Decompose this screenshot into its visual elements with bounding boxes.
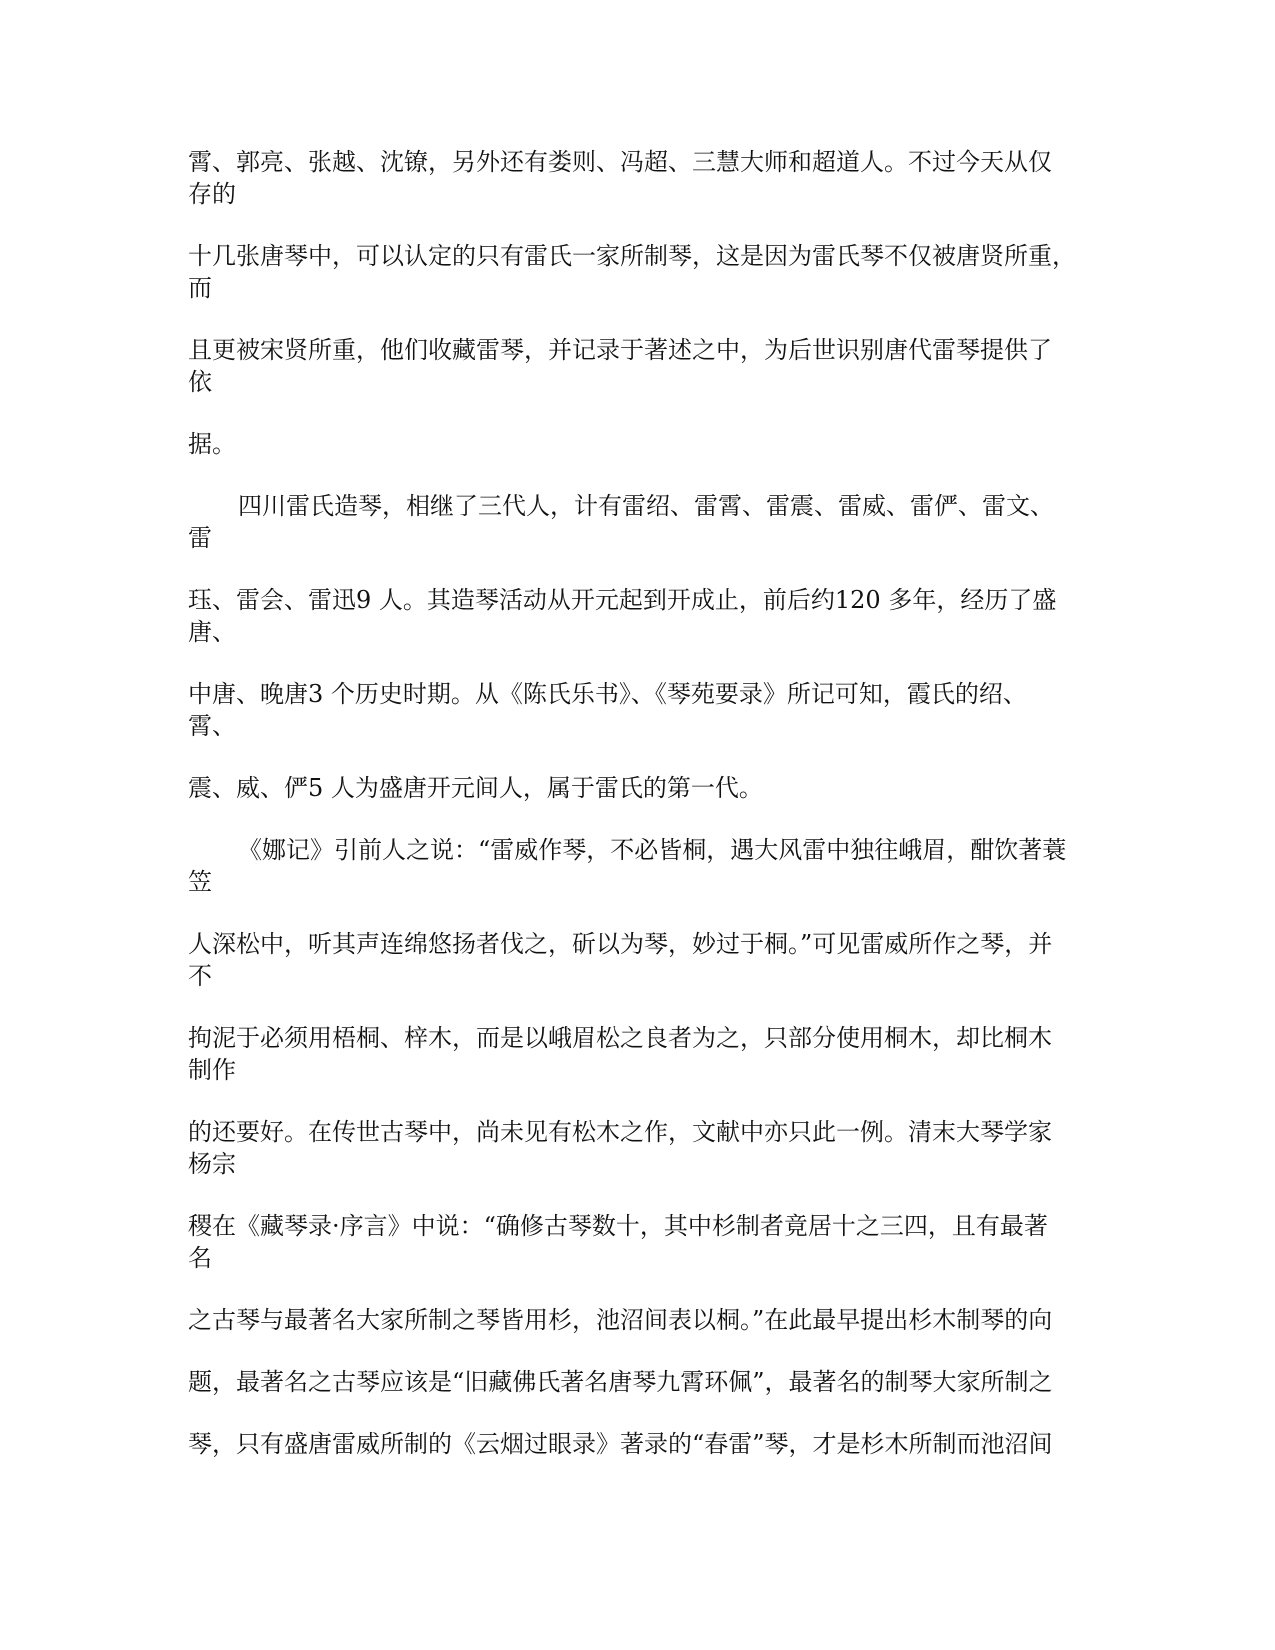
- text-line: 不: [188, 962, 212, 990]
- text-line: 中唐、晚唐3 个历史时期。从《陈氏乐书》、《琴苑要录》所记可知，霞氏的绍、: [188, 680, 1027, 708]
- text-line: 人深松中，听其声连绵悠扬者伐之，斫以为琴，妙过于桐。”可见雷威所作之琴，并: [188, 930, 1053, 958]
- text-line: 的还要好。在传世古琴中，尚未见有松木之作，文献中亦只此一例。清末大琴学家: [188, 1118, 1052, 1146]
- text-line: 珏、雷会、雷迅9 人。其造琴活动从开元起到开成止，前后约120 多年，经历了盛: [188, 586, 1057, 614]
- text-line: 据。: [188, 430, 236, 458]
- text-line: 存的: [188, 180, 236, 208]
- text-line: 雷: [188, 524, 212, 552]
- text-line: 且更被宋贤所重，他们收藏雷琴，并记录于著述之中，为后世识别唐代雷琴提供了: [188, 336, 1052, 364]
- text-line: 之古琴与最著名大家所制之琴皆用杉，池沼间表以桐。”在此最早提出杉木制琴的向: [188, 1306, 1053, 1334]
- text-line: 杨宗: [188, 1150, 236, 1178]
- text-line: 震、威、俨5 人为盛唐开元间人，属于雷氏的第一代。: [188, 774, 763, 802]
- text-line: 名: [188, 1244, 212, 1272]
- text-line: 依: [188, 368, 212, 396]
- text-line: 笠: [188, 868, 212, 896]
- text-line: 霄、郭亮、张越、沈镣，另外还有娄则、冯超、三慧大师和超道人。不过今天从仅: [188, 148, 1052, 176]
- text-line: 唐、: [188, 618, 236, 646]
- text-line: 拘泥于必须用梧桐、梓木，而是以峨眉松之良者为之，只部分使用桐木，却比桐木: [188, 1024, 1052, 1052]
- paragraph-start-line: 《娜记》引前人之说：“雷威作琴，不必皆桐，遇大风雷中独往峨眉，酣饮著蓑: [238, 836, 1067, 864]
- text-line: 题，最著名之古琴应该是“旧藏佛氏著名唐琴九霄环佩”，最著名的制琴大家所制之: [188, 1368, 1053, 1396]
- text-line: 琴，只有盛唐雷威所制的《云烟过眼录》著录的“春雷”琴，才是杉木所制而池沼间: [188, 1430, 1053, 1458]
- paragraph-start-line: 四川雷氏造琴，相继了三代人，计有雷绍、雷霄、雷震、雷威、雷俨、雷文、: [238, 492, 1054, 520]
- text-line: 制作: [188, 1056, 236, 1084]
- text-line: 十几张唐琴中，可以认定的只有雷氏一家所制琴，这是因为雷氏琴不仅被唐贤所重，: [188, 242, 1076, 270]
- text-line: 而: [188, 274, 212, 302]
- text-line: 稷在《藏琴录·序言》中说：“确修古琴数十，其中杉制者竟居十之三四，且有最著: [188, 1212, 1048, 1240]
- text-line: 霄、: [188, 712, 236, 740]
